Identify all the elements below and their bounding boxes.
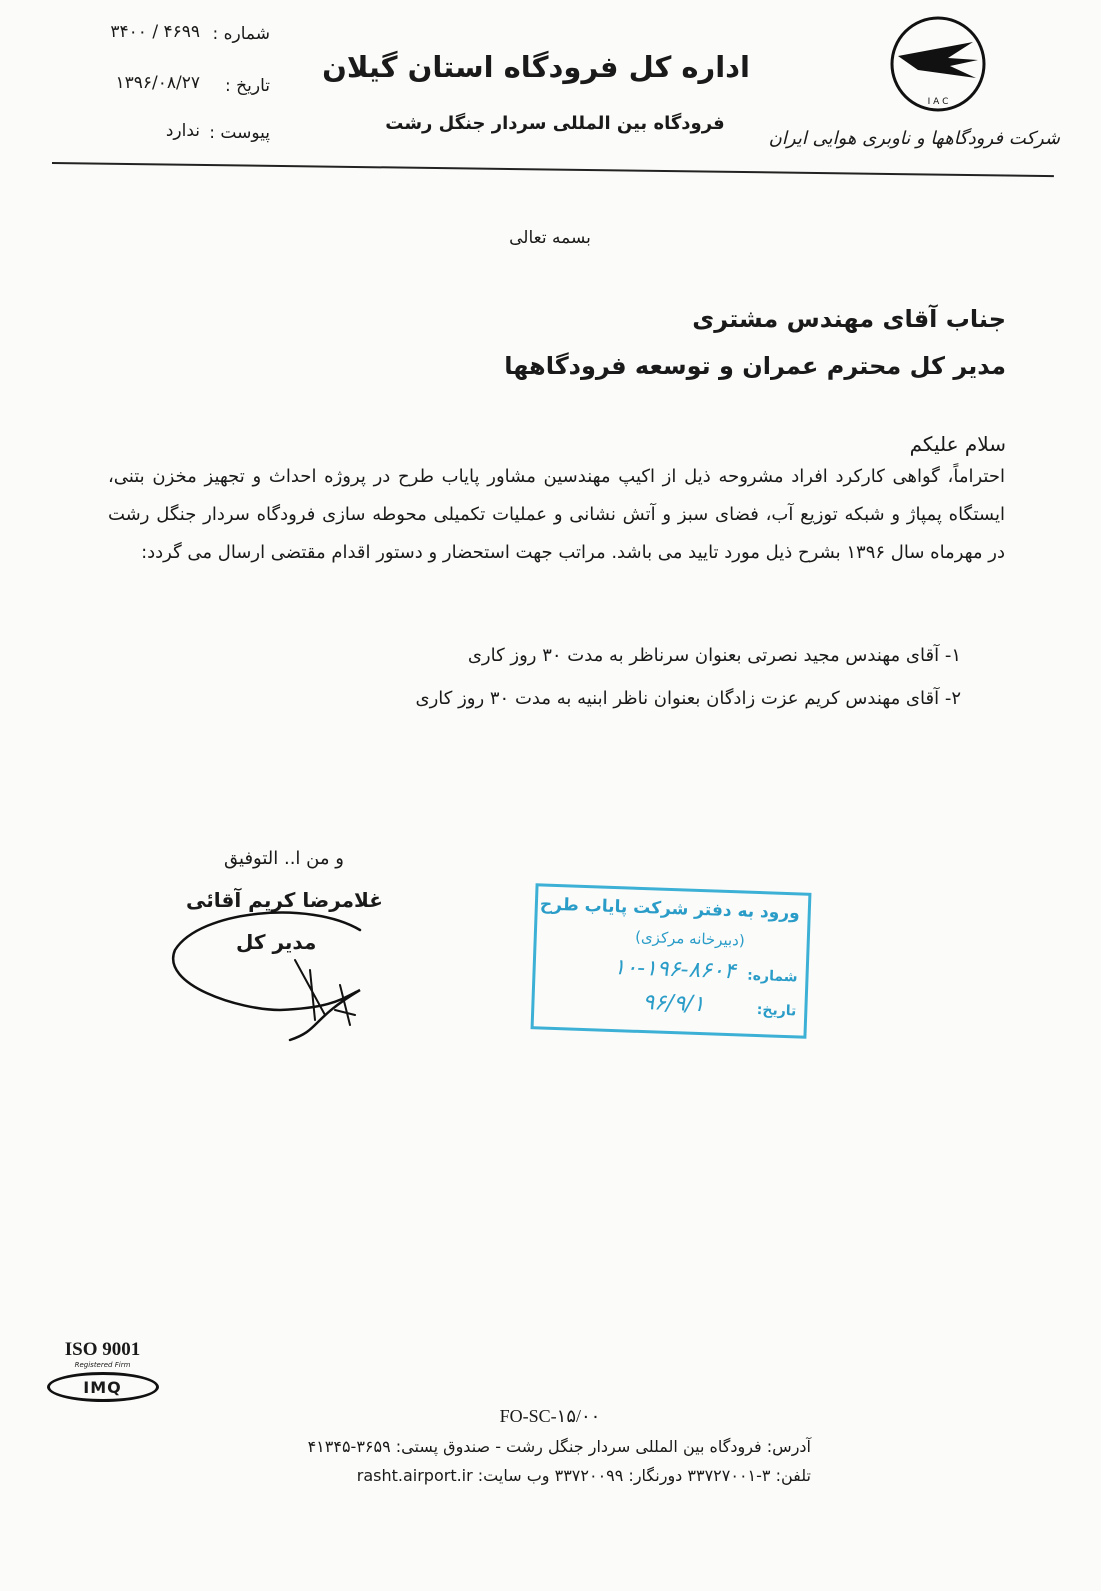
list-item: ۱- آقای مهندس مجید نصرتی بعنوان سرناظر به مدت ۳۰ روز کاری — [467, 645, 961, 666]
iso-subtitle: Registered Firm — [74, 1361, 131, 1369]
iso-title: ISO 9001 — [64, 1339, 141, 1360]
number-label: شماره : — [212, 24, 270, 44]
stamp-date-value: ۹۶/۹/۱ — [642, 990, 705, 1018]
stamp-title: ورود به دفتر شرکت پایاب طرح — [539, 894, 801, 924]
signer-title: مدیر کل — [236, 930, 317, 954]
attachment-value: ندارد — [165, 121, 200, 141]
handwritten-signature-icon — [160, 890, 390, 1050]
list-item: ۲- آقای مهندس کریم عزت زادگان بعنوان ناظر ابنیه به مدت ۳۰ روز کاری — [415, 688, 961, 709]
org-title: اداره کل فرودگاه استان گیلان — [322, 50, 750, 84]
footer-address: آدرس: فرودگاه بین المللی سردار جنگل رشت - صندوق پستی: ۳۶۵۹-۴۱۳۴۵ — [307, 1437, 811, 1456]
iso-brand: IMQ — [83, 1377, 122, 1397]
number-value: ۳۴۰۰ / ۴۶۹۹ — [110, 22, 200, 42]
footer-contact: تلفن: ۳-۳۳۷۲۷۰۰۱ دورنگار: ۳۳۷۲۰۰۹۹ وب سایت: rasht.airport.ir — [356, 1466, 811, 1485]
date-value: ۱۳۹۶/۰۸/۲۷ — [115, 73, 200, 93]
logo-text: I A C — [927, 97, 949, 107]
letter-body: احتراماً، گواهی کارکرد افراد مشروحه ذیل از اکیپ مهندسین مشاور پایاب طرح در پروژه احداث و تجهیز مخزن بتنی، ایستگاه پمپاژ و شبکه توزیع آب، فضای سبز و آتش نشانی و عملیات تکمیلی محوطه سازی فرودگاه سردار جنگل رشت در مهرماه سال ۱۳۹۶ بشرح ذیل مورد تایید می باشد. مراتب جهت استحضار و دستور اقدام مقتضی ارسال می گردد: — [108, 466, 1005, 563]
iso-certification-badge — [40, 1340, 165, 1415]
stamp-subtitle: (دبیرخانه مرکزی) — [634, 927, 746, 950]
basmala: بسمه تعالی — [509, 228, 591, 248]
received-stamp — [531, 883, 812, 1039]
recipient-title: مدیر کل محترم عمران و توسعه فرودگاهها — [504, 352, 1006, 380]
imq-logo-icon — [47, 1372, 159, 1402]
closing-phrase: و من ا.. التوفیق — [224, 848, 344, 869]
stamp-date-label: تاریخ: — [756, 1002, 797, 1020]
stamp-number-value: ۱۰-۱۹۶-۸۶۰۴ — [613, 955, 737, 985]
airplane-logo-icon — [878, 14, 998, 114]
form-code: FO-SC-۱۵/۰۰ — [499, 1406, 601, 1426]
recipient-name: جناب آقای مهندس مشتری — [692, 305, 1006, 333]
stamp-number-label: شماره: — [746, 967, 798, 986]
signer-name: غلامرضا کریم آقائی — [186, 888, 383, 912]
attachment-label: پیوست : — [209, 123, 270, 143]
header-divider — [52, 162, 1054, 177]
org-subtitle: فرودگاه بین المللی سردار جنگل رشت — [385, 113, 725, 134]
date-label: تاریخ : — [225, 76, 270, 96]
greeting: سلام علیکم — [909, 432, 1006, 456]
company-name: شرکت فرودگاهها و ناوبری هوایی ایران — [768, 128, 1060, 149]
